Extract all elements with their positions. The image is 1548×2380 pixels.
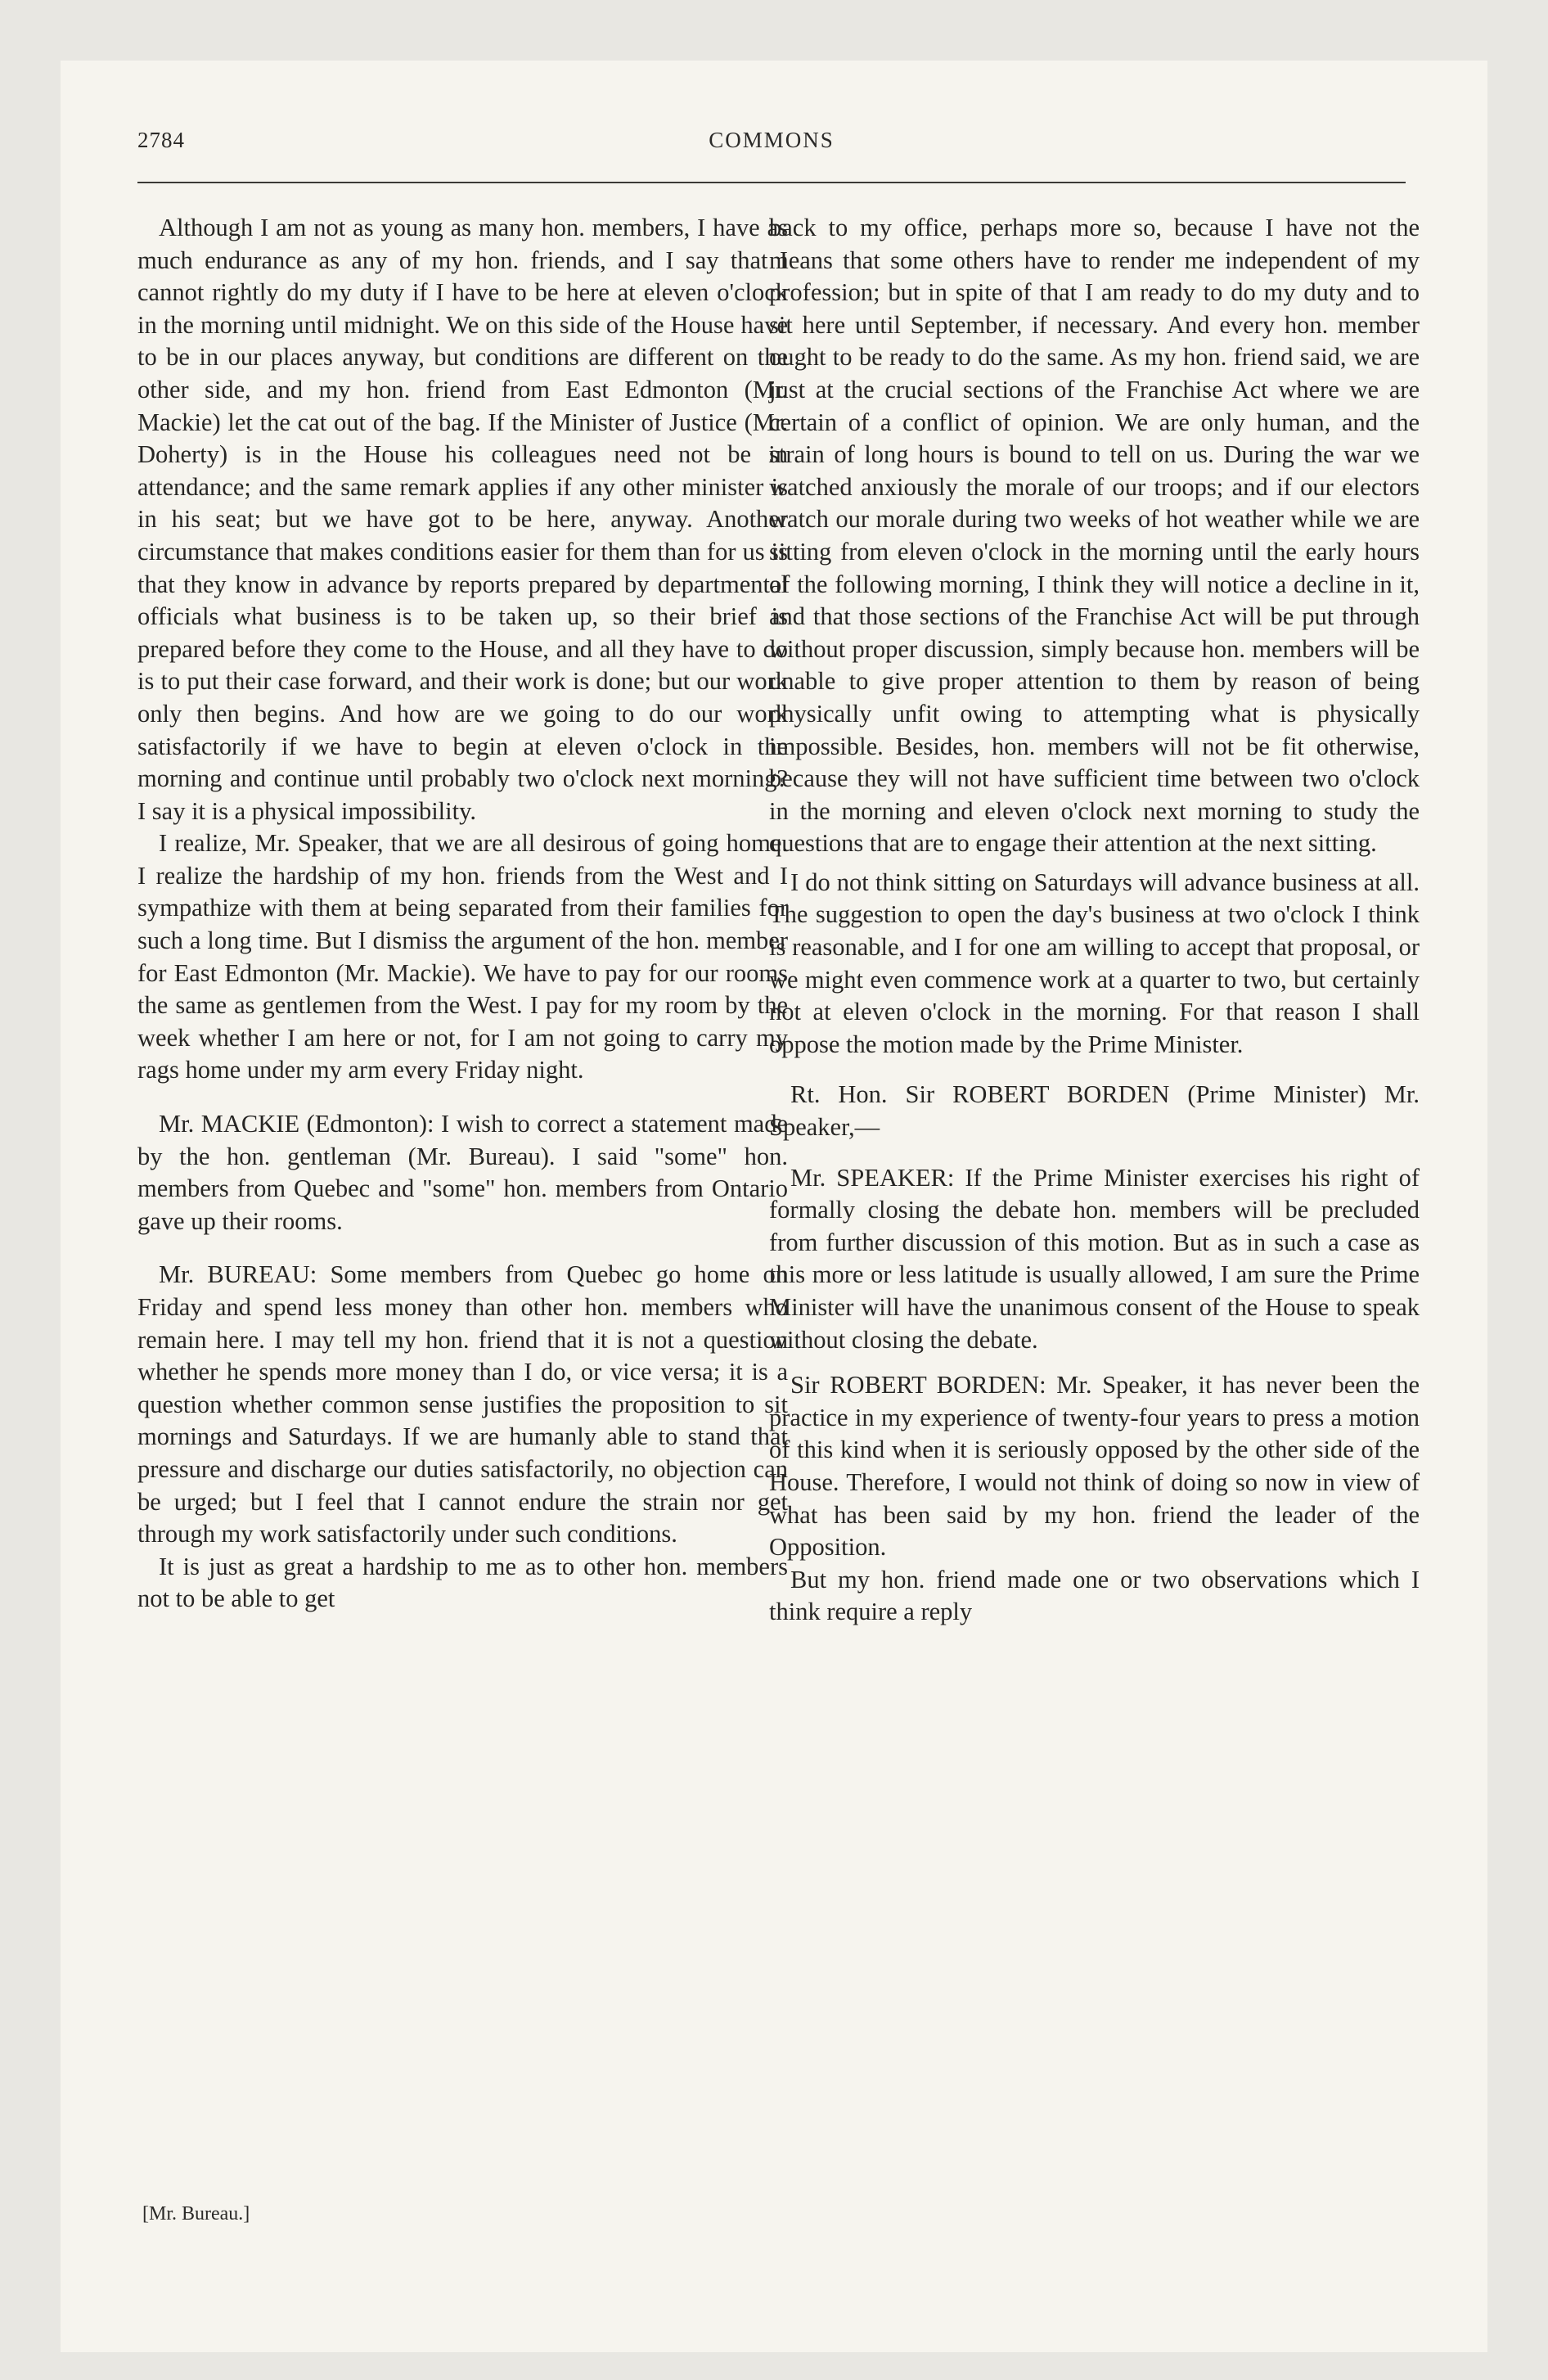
paragraph-right-4: Mr. SPEAKER: If the Prime Minister exercises his right of formally closing the debate hon. members will be precluded from further discussion of this motion. But as in such a case as this more or less latitude is usually allowed, I am sure the Prime Minister will have the unanimous consent of the House to speak without closing the debate. xyxy=(769,1163,1420,1354)
paragraph-left-4: Mr. BUREAU: Some members from Quebec go home on Friday and spend less money than other hon. members who remain here. I may tell my hon. friend that it is not a question whether he spends more money than I do, or vice versa; it is a question whether common sense justifies the proposition to sit mornings and Saturdays. If we are humanly able to stand that pressure and discharge our duties satisfactorily, no objection can be urged; but I feel that I cannot endure the strain nor get through my work satisfactorily under such conditions. xyxy=(137,1260,788,1548)
paragraph-left-2: I realize, Mr. Speaker, that we are all desirous of going home. I realize the hardship of my hon. friends from the West and I sympathize with them at being separated from their families for such a long time. But I dismiss the argument of the hon. member for East Edmonton (Mr. Mackie). We have to pay for our rooms the same as gentlemen from the West. I pay for my room by the week whether I am here or not, for I am not going to carry my rags home under my arm every Friday night. xyxy=(137,829,788,1084)
page-header xyxy=(137,128,1406,177)
paragraph-left-1: Although I am not as young as many hon. members, I have as much endurance as any of my hon. friends, and I say that I cannot rightly do my duty if I have to be here at eleven o'clock in the morning until midnight. We on this side of the House have to be in our places anyway, but conditions are different on the other side, and my hon. friend from East Edmonton (Mr. Mackie) let the cat out of the bag. If the Minister of Justice (Mr. Doherty) is in the House his colleagues need not be in attendance; and the same remark applies if any other minister is in his seat; but we have got to be here, anyway. Another circumstance that makes conditions easier for them than for us is that they know in advance by reports prepared by departmental officials what business is to be taken up, so their brief is prepared before they come to the House, and all they have to do is to put their case forward, and their work is done; but our work only then begins. And how are we going to do our work satisfactorily if we have to begin at eleven o'clock in the morning and continue until probably two o'clock next morning? I say it is a physical impossibility. xyxy=(137,214,788,825)
header-rule xyxy=(137,182,1406,183)
hansard-page xyxy=(61,61,1487,2352)
paragraph-left-3: Mr. MACKIE (Edmonton): I wish to correct a statement made by the hon. gentleman (Mr. Bureau). I said "some" hon. members from Quebec and "some" hon. members from Ontario gave up their rooms. xyxy=(137,1110,788,1235)
paragraph-right-1: back to my office, perhaps more so, because I have not the means that some others have to render me independent of my profession; but in spite of that I am ready to do my duty and to sit here until September, if necessary. And every hon. member ought to be ready to do the same. As my hon. friend said, we are just at the crucial sections of the Franchise Act where we are certain of a conflict of opinion. We are only human, and the strain of long hours is bound to tell on us. During the war we watched anxiously the morale of our troops; and if our electors watch our morale during two weeks of hot weather while we are sitting from eleven o'clock in the morning until the early hours of the following morning, I think they will notice a decline in it, and that those sections of the Franchise Act will be put through without proper discussion, simply because hon. members will be unable to give proper attention to them by reason of being physically unfit owing to attempting what is physically impossible. Besides, hon. members will not be fit otherwise, because they will not have sufficient time between two o'clock in the morning and eleven o'clock next morning to study the questions that are to engage their attention at the next sitting. xyxy=(769,214,1420,858)
paragraph-right-2: I do not think sitting on Saturdays will advance business at all. The suggestion to open the day's business at two o'clock I think is reasonable, and I for one am willing to accept that proposal, or we might even commence work at a quarter to two, but certainly not at eleven o'clock in the morning. For that reason I shall oppose the motion made by the Prime Minister. xyxy=(769,868,1420,1058)
paragraph-left-5: It is just as great a hardship to me as to other hon. members not to be able to get xyxy=(137,1552,788,1613)
paragraph-right-3: Rt. Hon. Sir ROBERT BORDEN (Prime Minister) Mr. Speaker,— xyxy=(769,1080,1420,1142)
left-column xyxy=(137,212,788,1616)
paragraph-right-5: Sir ROBERT BORDEN: Mr. Speaker, it has never been the practice in my experience of twenty-four years to press a motion of this kind when it is seriously opposed by the other side of the House. Therefore, I would not think of doing so now in view of what has been said by my hon. friend the leader of the Opposition. xyxy=(769,1371,1420,1562)
right-column xyxy=(769,212,1420,1629)
running-title: COMMONS xyxy=(709,128,835,152)
speaker-footer-tag: [Mr. Bureau.] xyxy=(142,2203,250,2224)
page-number: 2784 xyxy=(137,128,185,152)
paragraph-right-6: But my hon. friend made one or two observations which I think require a reply xyxy=(769,1565,1420,1626)
